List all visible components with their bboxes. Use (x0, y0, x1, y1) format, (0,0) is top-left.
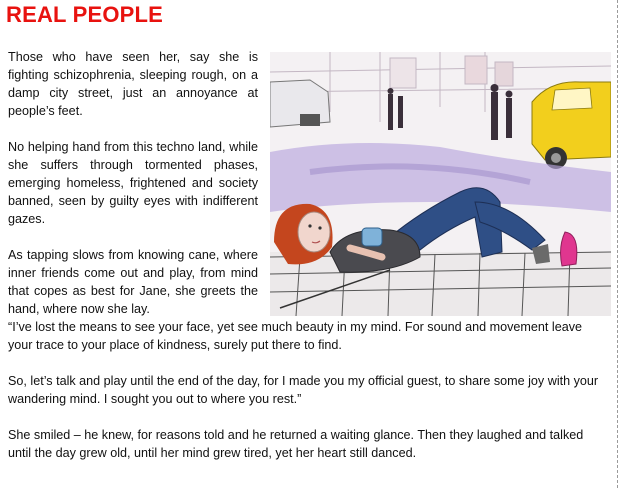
body-paragraph: “I’ve lost the means to see your face, yet see much beauty in my mind. For sound and movement leave your trace to your place of kindness, surely put there to find. (8, 320, 582, 352)
column-paragraph: No helping hand from this techno land, while she suffers through tormented phases, emerging homeless, frightened and society banned, seen by guilty eyes with indifferent gazes. (8, 140, 258, 226)
left-column (8, 48, 258, 336)
body-paragraph: She smiled – he knew, for reasons told and he returned a waiting glance. Then they laughed and talked until the day grew old, until her mind grew tired, yet her heart still danced. (8, 428, 584, 460)
watercolor-illustration (270, 52, 611, 316)
body-paragraph: So, let’s talk and play until the end of the day, for I made you my official guest, to share some joy with your wandering mind. I sought you out to where you rest.” (8, 374, 599, 406)
column-paragraph: As tapping slows from knowing cane, where inner friends come out and play, from mind that copes as best for Jane, she greets the hand, where now she lay. (8, 248, 258, 316)
column-paragraph: Those who have seen her, say she is fighting schizophrenia, sleeping rough, on a damp city street, just an annoyance at people’s feet. (8, 50, 258, 118)
page-title: REAL PEOPLE (6, 2, 164, 27)
illustration-woman-lying-on-street (270, 52, 611, 316)
